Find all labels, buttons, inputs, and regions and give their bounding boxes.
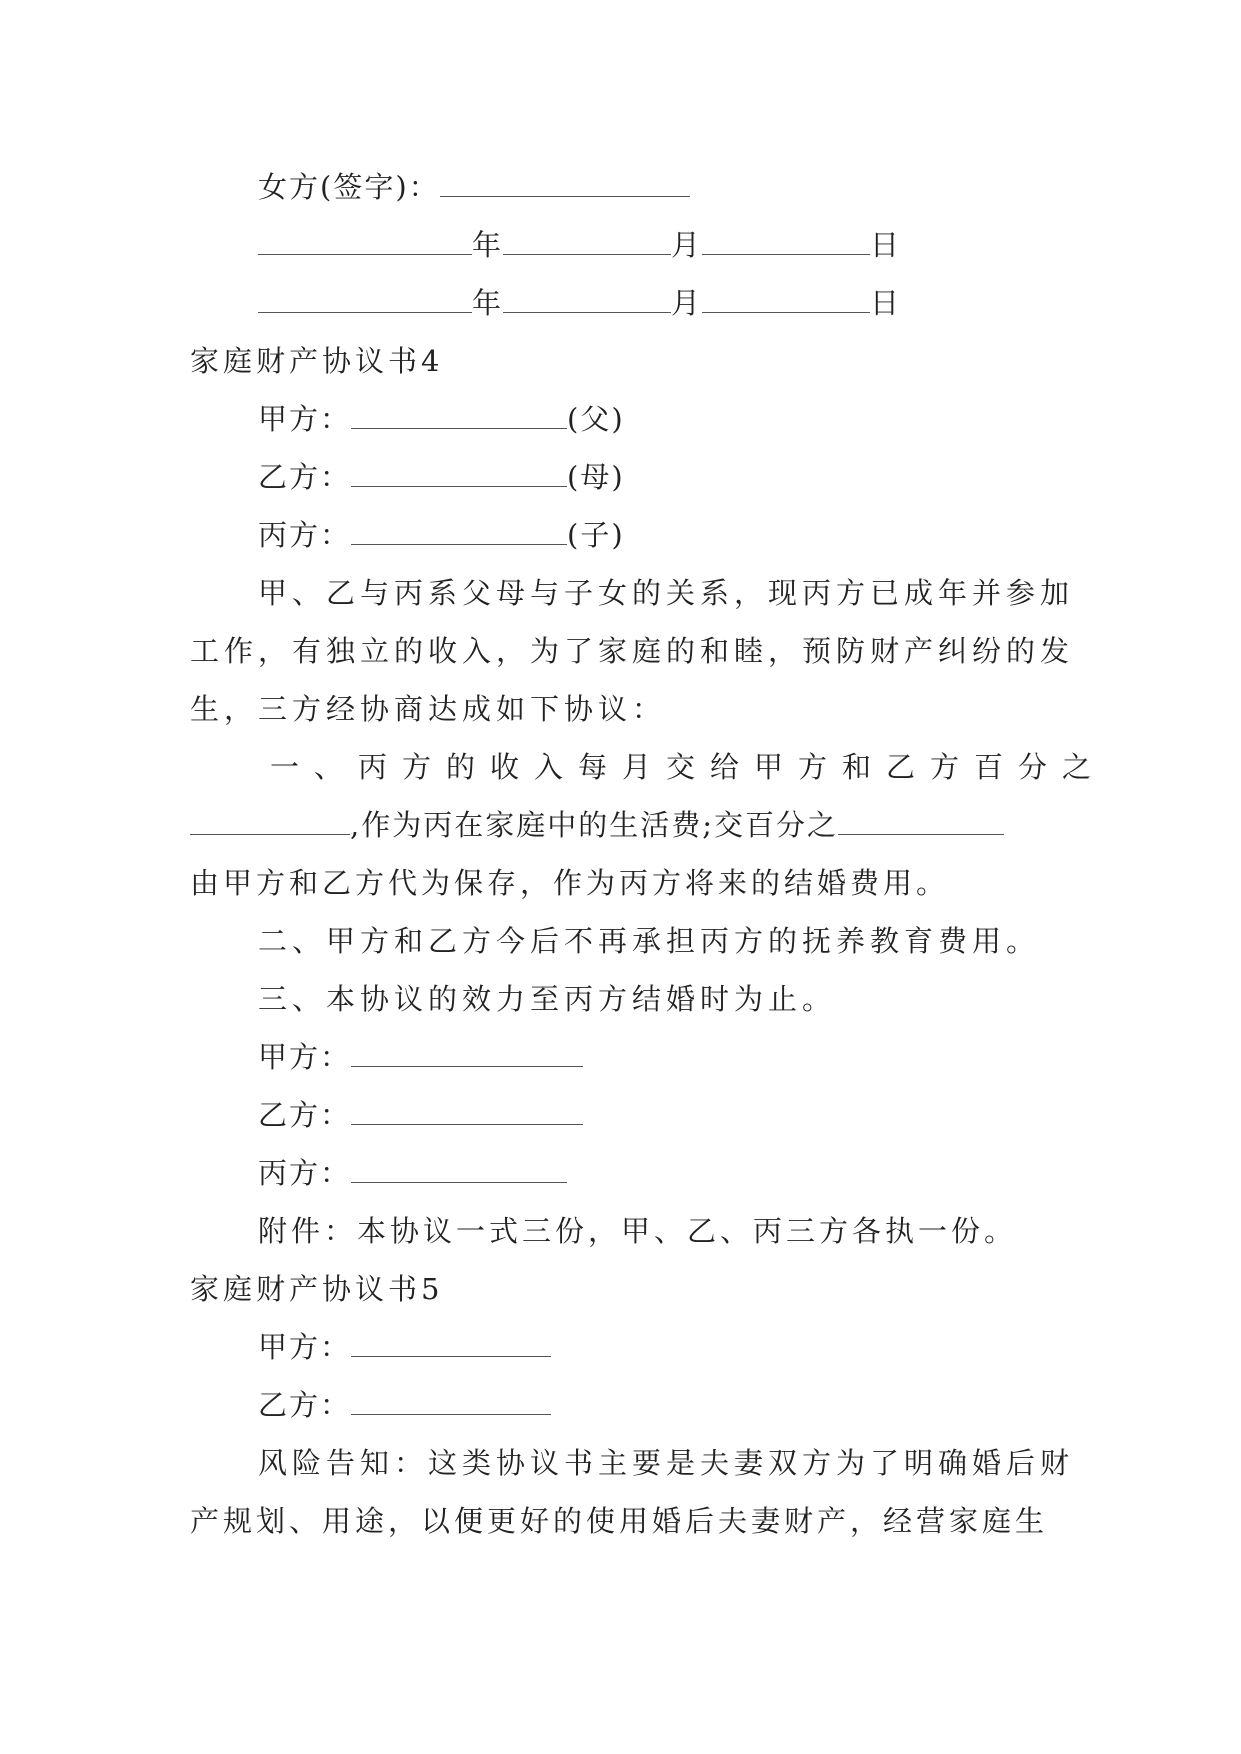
party-a-line [258,399,625,439]
sign-c-blank[interactable] [351,1156,567,1183]
party-b-label: 乙方： [258,460,352,494]
day-label: 日 [870,228,902,262]
year-blank[interactable] [258,228,472,255]
female-signature-blank[interactable] [440,170,690,197]
s5-party-a-line [258,1327,551,1367]
party-a-blank[interactable] [351,402,567,429]
clause-1-line-2-text: ,作为丙在家庭中的生活费;交百分之 [350,808,838,842]
party-c-blank[interactable] [351,518,567,545]
sign-b-line [258,1095,583,1135]
month-blank[interactable] [503,228,671,255]
day-label: 日 [870,286,902,320]
day-blank[interactable] [702,286,870,313]
date-line [258,283,901,323]
clause-1-line-2 [190,805,1004,845]
sign-c-line [258,1153,567,1193]
year-label: 年 [472,286,504,320]
clause-3: 三、本协议的效力至丙方结婚时为止。 [258,982,837,1016]
sign-b-label: 乙方： [258,1098,352,1132]
s5-party-b-label: 乙方： [258,1388,352,1422]
s5-party-b-blank[interactable] [351,1388,551,1415]
party-a-role: (父) [567,402,625,436]
female-signature-line [258,167,690,207]
party-b-line [258,457,625,497]
intro-line-1: 甲、乙与丙系父母与子女的关系，现丙方已成年并参加 [258,576,1075,610]
party-b-blank[interactable] [351,460,567,487]
section5-title: 家庭财产协议书5 [190,1272,444,1306]
day-blank[interactable] [702,228,870,255]
month-label: 月 [671,286,703,320]
living-expense-percent-blank[interactable] [190,808,350,835]
female-signature-label: 女方(签字)： [258,170,440,204]
party-c-label: 丙方： [258,518,352,552]
attachment-note: 附件：本协议一式三份，甲、乙、丙三方各执一份。 [258,1214,1018,1248]
s5-party-a-label: 甲方： [258,1330,352,1364]
month-blank[interactable] [503,286,671,313]
clause-2: 二、甲方和乙方今后不再承担丙方的抚养教育费用。 [258,924,1041,958]
date-line [258,225,901,265]
year-blank[interactable] [258,286,472,313]
clause-1-line-1: 一、丙方的收入每月交给甲方和乙方百分之 [270,750,1107,784]
party-c-line [258,515,625,555]
party-b-role: (母) [567,460,625,494]
intro-line-3: 生，三方经协商达成如下协议： [190,692,667,726]
party-c-role: (子) [567,518,625,552]
sign-b-blank[interactable] [351,1098,583,1125]
section4-title: 家庭财产协议书4 [190,344,444,378]
sign-a-line [258,1037,583,1077]
risk-notice-line-1: 风险告知：这类协议书主要是夫妻双方为了明确婚后财 [258,1446,1075,1480]
risk-notice-line-2: 产规划、用途，以便更好的使用婚后夫妻财产，经营家庭生 [190,1504,1049,1538]
clause-1-line-3: 由甲方和乙方代为保存，作为丙方将来的结婚费用。 [190,866,950,900]
wedding-fund-percent-blank[interactable] [838,808,1004,835]
year-label: 年 [472,228,504,262]
sign-c-label: 丙方： [258,1156,352,1190]
sign-a-blank[interactable] [351,1040,583,1067]
intro-line-2: 工作，有独立的收入，为了家庭的和睦，预防财产纠纷的发 [190,634,1075,668]
month-label: 月 [671,228,703,262]
sign-a-label: 甲方： [258,1040,352,1074]
party-a-label: 甲方： [258,402,352,436]
s5-party-a-blank[interactable] [351,1330,551,1357]
s5-party-b-line [258,1385,551,1425]
